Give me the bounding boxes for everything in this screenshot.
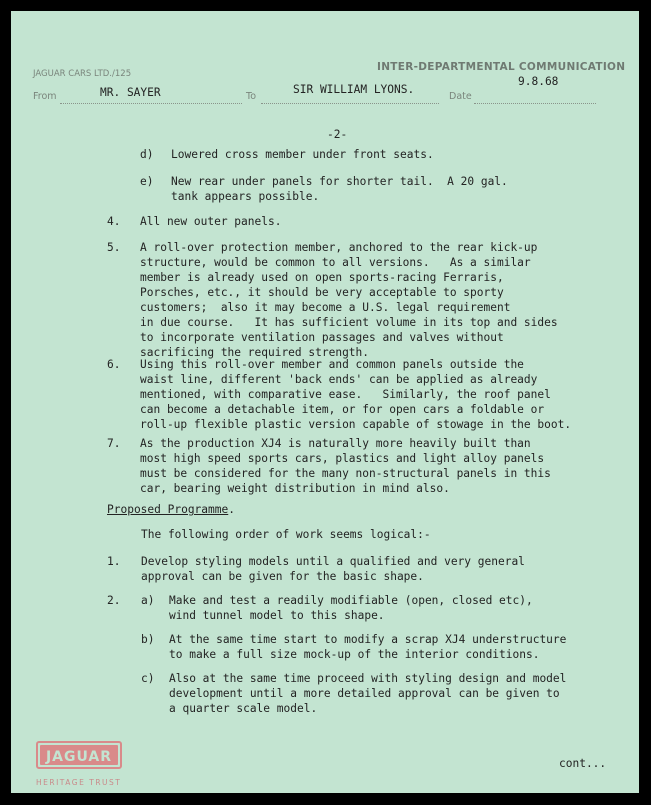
item-text-line: At the same time start to modify a scrap XJ4 understructure [169, 633, 567, 646]
item-text-line: Develop styling models until a qualified and very general [141, 555, 525, 568]
item-text-line: to make a full size mock-up of the interior conditions. [169, 648, 540, 661]
item-text-line: to incorporate ventilation passages and valves without [140, 331, 504, 344]
item-text-line: approval can be given for the basic shape. [141, 570, 424, 583]
to-dotted-line [261, 103, 439, 104]
item-marker: 1. [107, 555, 121, 568]
item-text-line: A roll-over protection member, anchored to the rear kick-up [140, 241, 538, 254]
memo-title: INTER-DEPARTMENTAL COMMUNICATION [377, 61, 626, 73]
company-name: JAGUAR CARS LTD./125 [33, 69, 132, 79]
sub-marker: a) [141, 594, 155, 607]
item-text-line: mentioned, with comparative ease. Similarly, the roof panel [140, 388, 551, 401]
item-marker: 7. [107, 437, 121, 450]
intro-text: The following order of work seems logical:- [141, 528, 431, 541]
item-text-line: Lowered cross member under front seats. [171, 148, 434, 161]
item-text-line: member is already used on open sports-racing Ferraris, [140, 271, 504, 284]
sub-marker: b) [141, 633, 155, 646]
item-text-line: waist line, different 'back ends' can be applied as already [140, 373, 538, 386]
item-text-line: must be considered for the many non-structural panels in this [140, 467, 551, 480]
item-marker: 5. [107, 241, 121, 254]
continued-note: cont... [559, 757, 607, 770]
section-heading [107, 503, 235, 516]
page-number: -2- [327, 128, 348, 141]
sub-marker: c) [141, 672, 155, 685]
item-text-line: most high speed sports cars, plastics and light alloy panels [140, 452, 545, 465]
item-text-line: wind tunnel model to this shape. [169, 609, 385, 622]
item-text-line: Porsches, etc., it should be very acceptable to sporty [140, 286, 504, 299]
item-text-line: car, bearing weight distribution in mind also. [140, 482, 450, 495]
item-marker: 2. [107, 594, 121, 607]
item-text-line: sacrificing the required strength. [140, 346, 370, 359]
memo-page [11, 11, 639, 793]
section-heading-text: Proposed Programme [107, 503, 229, 516]
item-text-line: All new outer panels. [140, 215, 282, 228]
item-text-line: can become a detachable item, or for open cars a foldable or [140, 403, 545, 416]
jaguar-logo [36, 741, 122, 769]
item-marker: 4. [107, 215, 121, 228]
logo-subtitle: HERITAGE TRUST [36, 778, 122, 787]
section-heading-suffix: . [228, 503, 235, 516]
from-label: From [33, 91, 57, 102]
to-label: To [246, 91, 257, 102]
from-dotted-line [60, 103, 242, 104]
item-text-line: a quarter scale model. [169, 702, 318, 715]
item-text-line: New rear under panels for shorter tail. A 20 gal. [171, 175, 508, 188]
item-marker: 6. [107, 358, 121, 371]
item-text-line: Also at the same time proceed with styling design and model [169, 672, 567, 685]
date-label: Date [449, 91, 472, 102]
item-text-line: development until a more detailed approval can be given to [169, 687, 560, 700]
item-text-line: customers; also it may become a U.S. legal requirement [140, 301, 511, 314]
from-value: MR. SAYER [100, 86, 161, 99]
item-text-line: structure, would be common to all versions. As a similar [140, 256, 531, 269]
svg-text:JAGUAR: JAGUAR [45, 749, 113, 765]
date-dotted-line [474, 103, 596, 104]
item-text-line: Using this roll-over member and common panels outside the [140, 358, 524, 371]
item-marker: e) [140, 175, 154, 188]
item-text-line: roll-up flexible plastic version capable of stowage in the boot. [140, 418, 572, 431]
to-value: SIR WILLIAM LYONS. [293, 83, 415, 96]
item-text-line: Make and test a readily modifiable (open, closed etc), [169, 594, 533, 607]
item-text-line: tank appears possible. [171, 190, 320, 203]
item-text-line: in due course. It has sufficient volume in its top and sides [140, 316, 558, 329]
item-marker: d) [140, 148, 154, 161]
item-text-line: As the production XJ4 is naturally more heavily built than [140, 437, 531, 450]
date-value: 9.8.68 [518, 75, 559, 88]
